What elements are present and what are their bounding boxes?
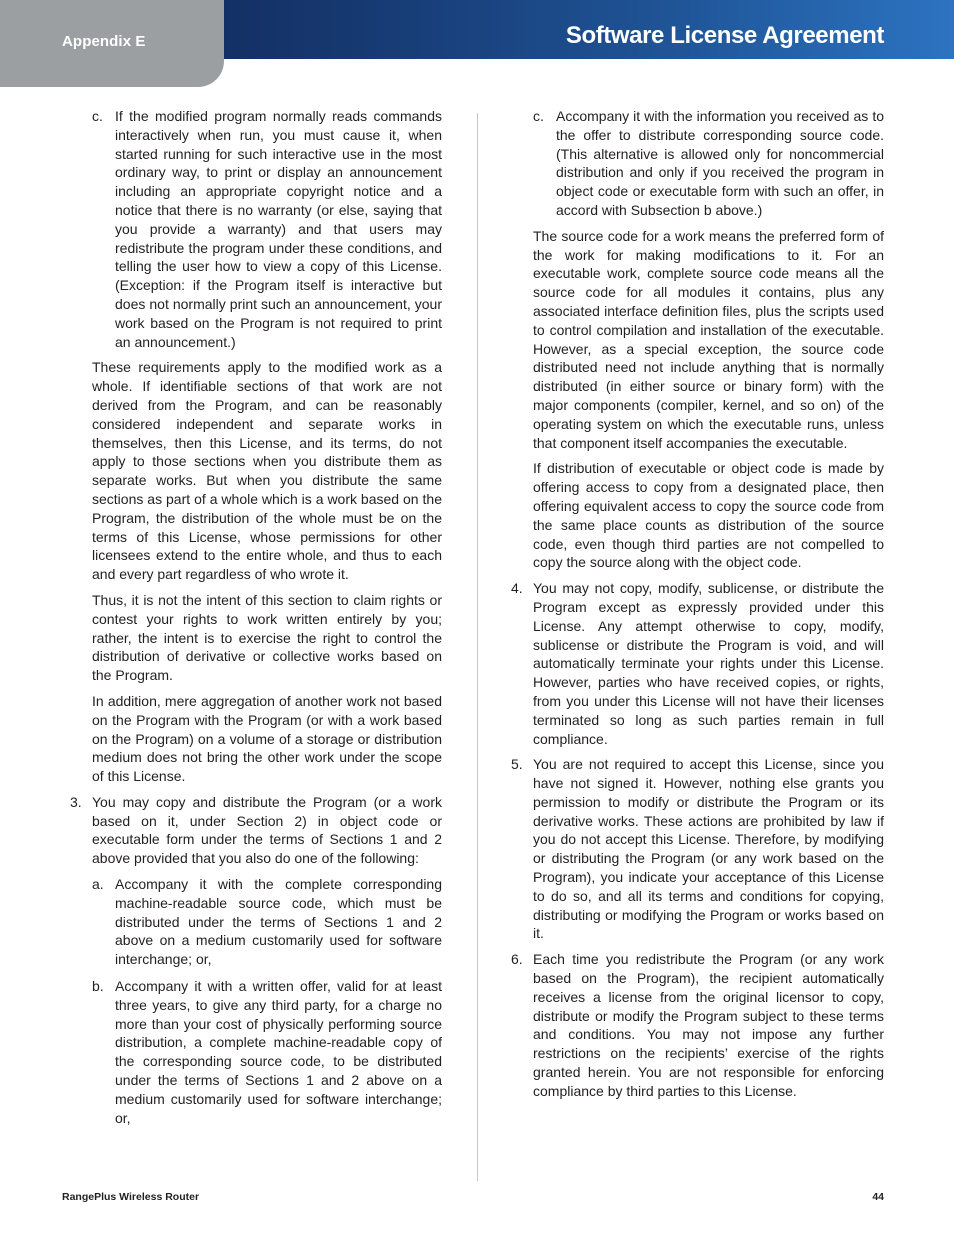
list-marker: 6.: [511, 951, 523, 968]
list-item-text: Accompany it with a written offer, valid for at least three years, to give any third party, for a charge no more than your cost of physically performing source distribution, a complete machine-readable copy of the corresponding source code, to be distributed under the terms of Sections 1 and 2 above on a medium customarily used for software interchange; or,: [115, 978, 442, 1126]
list-item: [511, 950, 884, 1100]
list-item: [70, 875, 442, 969]
list-item-text: Accompany it with the information you received as to the offer to distribute corresponding source code. (This alternative is allowed only for noncommercial distribution and only if you received the program in object code or executable form with such an offer, in accord with Subsection b above.): [556, 108, 884, 218]
paragraph: The source code for a work means the preferred form of the work for making modifications to it. For an executable work, complete source code means all the source code for all modules it contains, plus any associated interface definition files, plus the scripts used to control compilation and installation of the executable. However, as a special exception, the source code distributed need not include anything that is normally distributed (in either source or binary form) with the major components (compiler, kernel, and so on) of the operating system on which the executable runs, unless that component itself accompanies the executable.: [533, 227, 884, 451]
list-item-text: Accompany it with the complete corresponding machine-readable source code, which must be distributed under the terms of Sections 1 and 2 above on a medium customarily used for software interchange; or,: [115, 876, 442, 968]
paragraph: If distribution of executable or object code is made by offering access to copy from a designated place, then offering equivalent access to copy the source code from the same place counts as distribution of the source code, even though third parties are not compelled to copy the source along with the object code.: [533, 460, 884, 571]
list-marker: a.: [92, 876, 104, 893]
appendix-tab: [0, 0, 224, 87]
list-marker: c.: [533, 108, 544, 124]
list-item: [70, 977, 442, 1127]
list-marker: 4.: [511, 580, 523, 597]
list-item: [70, 107, 442, 351]
appendix-label: Appendix E: [62, 33, 146, 50]
list-item: [70, 793, 442, 868]
list-item: [511, 755, 884, 943]
footer-product: RangePlus Wireless Router: [62, 1191, 200, 1203]
paragraph: Thus, it is not the intent of this section to claim rights or contest your rights to work written entirely by you; rather, the intent is to exercise the right to control the distribution of derivative or collective works based on the Program.: [92, 591, 442, 684]
list-item-text: If the modified program normally reads commands interactively when run, you must cause it, when started running for such interactive use in the most ordinary way, to print or display an announcement including an appropriate copyright notice and a notice that there is no warranty (or else, saying that you provide a warranty) and that users may redistribute the program under these conditions, and telling the user how to view a copy of this License. (Exception: if the Program itself is interactive but does not normally print such an announcement, your work based on the Program is not required to print an announcement.): [115, 108, 442, 350]
list-marker: b.: [92, 978, 104, 995]
right-column: [511, 107, 884, 1108]
list-marker: c.: [92, 108, 103, 124]
list-marker: 5.: [511, 756, 523, 773]
list-item: [511, 579, 884, 748]
page-number: 44: [872, 1191, 884, 1203]
left-column: [70, 107, 442, 1134]
list-marker: 3.: [70, 793, 82, 810]
column-divider: [477, 113, 478, 1181]
list-item-text: You may copy and distribute the Program (or a work based on it, under Section 2) in object code or executable form under the terms of Sections 1 and 2 above provided that you also do one of the following:: [92, 793, 442, 867]
list-item-text: Each time you redistribute the Program (or any work based on the Program), the recipient automatically receives a license from the original licensor to copy, distribute or modify the Program subject to these terms and conditions. You may not impose any further restrictions on the recipients’ exercise of the rights granted herein. You are not responsible for enforcing compliance by third parties to this License.: [533, 951, 884, 1099]
paragraph: These requirements apply to the modified work as a whole. If identifiable sections of that work are not derived from the Program, and can be reasonably considered independent and separate works in themselves, then this License, and its terms, do not apply to those sections when you distribute them as separate works. But when you distribute the same sections as part of a whole which is a work based on the Program, the distribution of the whole must be on the terms of this License, whose permissions for other licensees extend to the entire whole, and thus to each and every part regardless of who wrote it.: [92, 359, 442, 583]
list-item-text: You are not required to accept this License, since you have not signed it. However, nothing else grants you permission to modify or distribute the Program or its derivative works. These actions are prohibited by law if you do not accept this License. Therefore, by modifying or distributing the Program (or any work based on the Program), you indicate your acceptance of this License to do so, and all its terms and conditions for copying, distributing or modifying the Program or works based on it.: [533, 756, 884, 942]
list-item: [511, 107, 884, 220]
list-item-text: You may not copy, modify, sublicense, or distribute the Program except as expressly provided under this License. Any attempt otherwise to copy, modify, sublicense or distribute the Program is void, and will automatically terminate your rights under this License. However, parties who have received copies, or rights, from you under this License will not have their licenses terminated so long as such parties remain in full compliance.: [533, 580, 884, 747]
page-title: Software License Agreement: [565, 22, 884, 49]
paragraph: In addition, mere aggregation of another work not based on the Program with the Program (or with a work based on the Program) on a volume of a storage or distribution medium does not bring the other work under the scope of this License.: [92, 692, 442, 785]
